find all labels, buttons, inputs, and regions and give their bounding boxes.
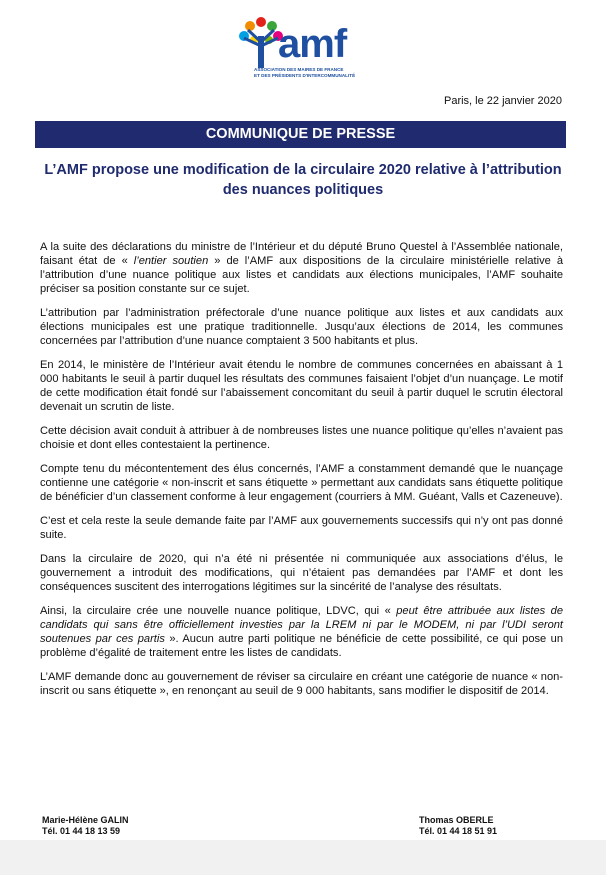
contact-phone: Tél. 01 44 18 51 91: [419, 826, 498, 836]
paragraph: Ainsi, la circulaire crée une nouvelle nuance politique, LDVC, qui « peut être attribuée aux listes de candidats qui sans être officiellement investies par la LREM ni par le MODEM, ni par l’UDI seront soutenues par ces partis ». Aucun autre parti politique ne bénéficie de cette possibilité, ce qui pose un problème d’égalité de traitement entre les listes de candidats.: [40, 605, 564, 659]
contact-left: [42, 815, 129, 837]
contact-phone: Tél. 01 44 18 13 59: [42, 826, 121, 836]
paragraph: L’attribution par l’administration préfectorale d’une nuance politique aux listes et aux candidats aux élections municipales est une pratique traditionnelle. Jusqu’aux élections de 2014, les communes concernées par l’attribution d’une nuance comptaient 3 500 habitants et plus.: [40, 307, 563, 347]
logo-tagline: ASSOCIATION DES MAIRES DE FRANCE ET DES PRÉSIDENTS D'INTERCOMMUNALITÉ: [254, 67, 356, 78]
paragraph: L’AMF demande donc au gouvernement de réviser sa circulaire en créant une catégorie de nuance « non-inscrit ou sans étiquette », en renonçant au seuil de 9 000 habitants, sans modifier le dispositif de 2014.: [40, 671, 563, 697]
amf-logo: [236, 12, 370, 82]
paragraph: C’est et cela reste la seule demande faite par l’AMF aux gouvernements successifs qui n’y ont pas donné suite.: [40, 515, 563, 541]
headline: L’AMF propose une modification de la circulaire 2020 relative à l’attribution des nuances politiques: [44, 162, 562, 198]
paragraph: En 2014, le ministère de l’Intérieur avait étendu le nombre de communes concernées en abaissant à 1 000 habitants le seuil à partir duquel les résultats des communes faisaient l’objet d’un nuançage. Le motif de cette modification était fondé sur l’abaissement concomitant du seuil à partir duquel le scrutin électoral devenait un scrutin de liste.: [40, 359, 563, 413]
body-text: [40, 240, 563, 708]
paragraph: A la suite des déclarations du ministre de l’Intérieur et du député Bruno Questel à l’Assemblée nationale, faisant état de « l’entier soutien » de l’AMF aux dispositions de la circulaire ministérielle relative à l’attribution d’une nuance politique aux listes et candidats aux élections municipales, l’AMF souhaite préciser sa position constante sur ce sujet.: [40, 241, 563, 295]
paragraph: Cette décision avait conduit à attribuer à de nombreuses listes une nuance politique qu’elles n’avaient pas choisie et dont elles contestaient la pertinence.: [40, 425, 563, 451]
contact-name: Marie-Hélène GALIN: [42, 815, 129, 825]
press-release-banner: COMMUNIQUE DE PRESSE: [35, 121, 566, 148]
logo-wordmark: amf: [278, 22, 347, 66]
contact-right: [419, 815, 497, 837]
viewer-bottom-band: [0, 840, 606, 875]
paragraph: Dans la circulaire de 2020, qui n’a été ni présentée ni communiquée aux associations d’élus, le gouvernement a introduit des modifications, qui n’étaient pas demandées par l’AMF et dont les conséquences suscitent des interrogations légitimes sur la sincérité de l’analyse des résultats.: [40, 553, 563, 593]
contact-name: Thomas OBERLE: [419, 815, 494, 825]
date-line: Paris, le 22 janvier 2020: [443, 95, 562, 107]
paragraph: Compte tenu du mécontentement des élus concernés, l’AMF a constamment demandé que le nuançage contienne une catégorie « non-inscrit et sans étiquette » permettant aux candidats sans étiquette politique de bénéficier d’un classement conforme à leur engagement (courriers à MM. Guéant, Valls et Cazeneuve).: [40, 463, 563, 503]
